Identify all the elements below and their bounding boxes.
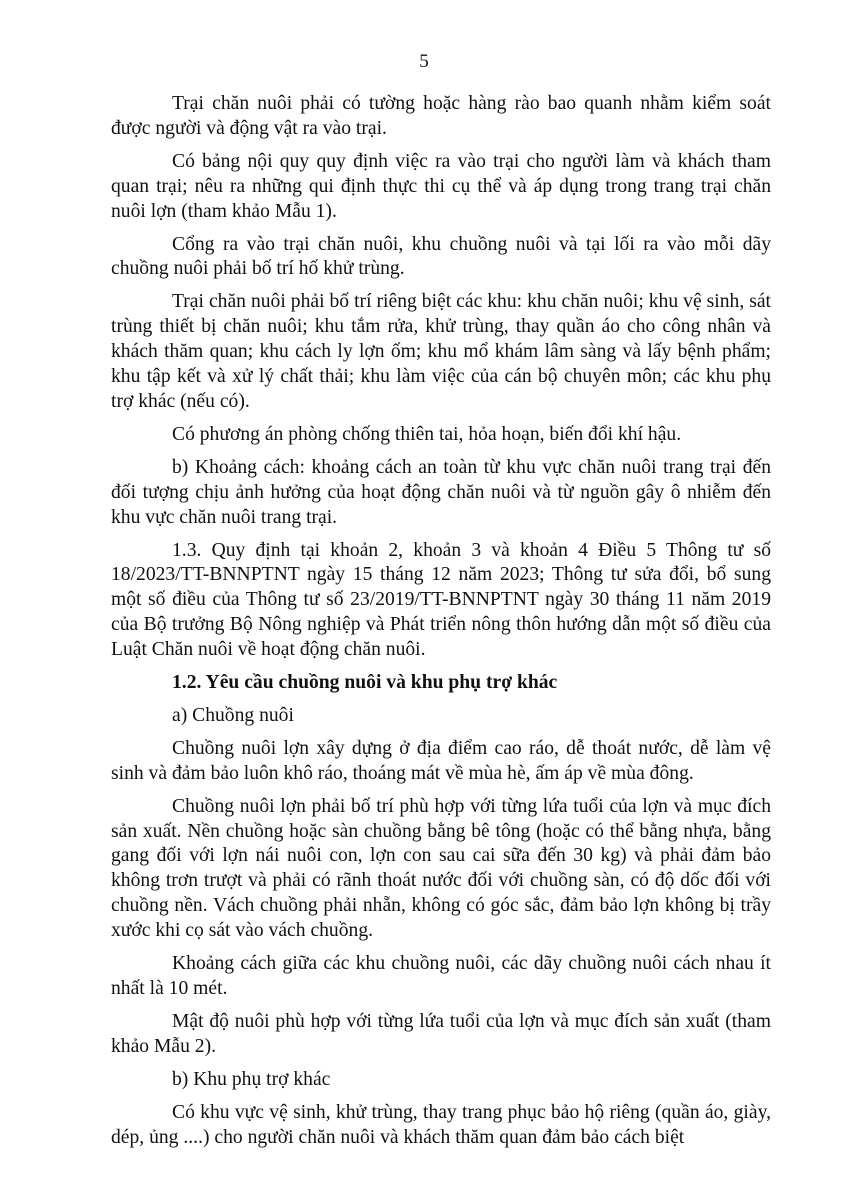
paragraph-separate-zones: Trại chăn nuôi phải bố trí riêng biệt các khu: khu chăn nuôi; khu vệ sinh, sát trùng thiết bị chăn nuôi; khu tắm rửa, khử trùng, thay quần áo cho công nhân và khách thăm quan; khu cách ly lợn ốm; khu mổ khám lâm sàng và lấy bệnh phẩm; khu tập kết và xử lý chất thải; khu làm việc của cán bộ chuyên môn; các khu phụ trợ khác (nếu có). xyxy=(111,291,771,412)
paragraph-barn-layout: Chuồng nuôi lợn phải bố trí phù hợp với từng lứa tuổi của lợn và mục đích sản xuất. Nền chuồng hoặc sàn chuồng bằng bê tông (hoặc có thể bằng nhựa, bằng gang đối với lợn nái nuôi con, lợn con sau cai sữa đến 30 kg) và phải đảm bảo không trơn trượt và phải có rãnh thoát nước đối với chuồng sàn, có độ dốc đối với chuồng nền. Vách chuồng phải nhẵn, không có góc sắc, đảm bảo lợn không bị trầy xước khi cọ sát vào vách chuồng. xyxy=(111,795,771,942)
paragraph-stocking-density: Mật độ nuôi phù hợp với từng lứa tuổi của lợn và mục đích sản xuất (tham khảo Mẫu 2). xyxy=(111,1010,771,1057)
paragraph-fence: Trại chăn nuôi phải có tường hoặc hàng rào bao quanh nhằm kiểm soát được người và động vật ra vào trại. xyxy=(111,93,771,139)
paragraph-regulation-1-3: 1.3. Quy định tại khoản 2, khoản 3 và khoản 4 Điều 5 Thông tư số 18/2023/TT-BNNPTNT ngày 15 tháng 12 năm 2023; Thông tư sửa đổi, bổ sung một số điều của Thông tư số 23/2019/TT-BNNPTNT ngày 30 tháng 11 năm 2019 của Bộ trưởng Bộ Nông nghiệp và Phát triển nông thôn hướng dẫn một số điều của Luật Chăn nuôi về hoạt động chăn nuôi. xyxy=(111,539,771,661)
subsection-heading-a: a) Chuồng nuôi xyxy=(172,704,294,726)
paragraph-disaster-plan: Có phương án phòng chống thiên tai, hỏa hoạn, biến đổi khí hậu. xyxy=(172,423,682,445)
paragraph-rules-board: Có bảng nội quy quy định việc ra vào trại cho người làm và khách tham quan trại; nêu ra những qui định thực thi cụ thể và áp dụng trong trang trại chăn nuôi lợn (tham khảo Mẫu 1). xyxy=(111,150,771,222)
paragraph-disinfection-pit: Cổng ra vào trại chăn nuôi, khu chuồng nuôi và tại lối ra vào mỗi dãy chuồng nuôi phải bố trí hố khử trùng. xyxy=(111,233,771,280)
paragraph-barn-spacing: Khoảng cách giữa các khu chuồng nuôi, các dãy chuồng nuôi cách nhau ít nhất là 10 mét. xyxy=(111,953,771,999)
paragraph-hygiene-area: Có khu vực vệ sinh, khử trùng, thay trang phục bảo hộ riêng (quần áo, giày, dép, ủng ....) cho người chăn nuôi và khách thăm quan đảm bảo cách biệt xyxy=(111,1101,771,1148)
document-body xyxy=(111,92,771,1158)
paragraph-distance: b) Khoảng cách: khoảng cách an toàn từ khu vực chăn nuôi trang trại đến đối tượng chịu ảnh hưởng của hoạt động chăn nuôi và từ nguồn gây ô nhiễm đến khu vực chăn nuôi trang trại. xyxy=(111,456,771,528)
section-heading-1-2: 1.2. Yêu cầu chuồng nuôi và khu phụ trợ khác xyxy=(172,672,558,694)
subsection-heading-b: b) Khu phụ trợ khác xyxy=(172,1068,331,1090)
page-number: 5 xyxy=(419,51,429,72)
paragraph-barn-location: Chuồng nuôi lợn xây dựng ở địa điểm cao ráo, dễ thoát nước, dễ làm vệ sinh và đảm bảo luôn khô ráo, thoáng mát về mùa hè, ấm áp về mùa đông. xyxy=(111,737,771,784)
